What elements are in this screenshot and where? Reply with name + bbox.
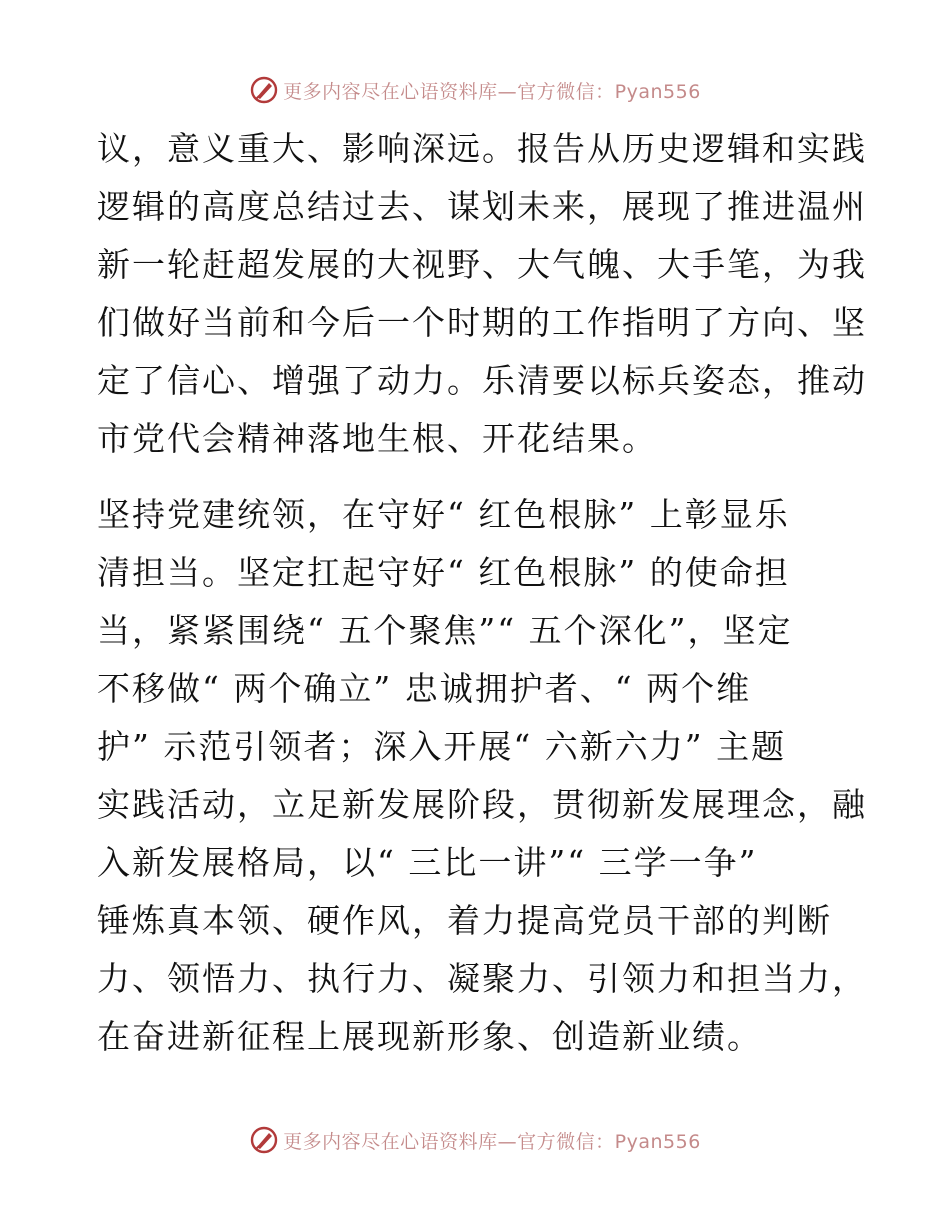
text-line: 新一轮赶超发展的大视野、大气魄、大手笔，为我 [97,245,867,284]
quill-circle-icon [249,75,279,105]
paragraph [97,486,867,1066]
text-line: 市党代会精神落地生根、开花结果。 [97,419,657,458]
text-line: 定了信心、增强了动力。乐清要以标兵姿态，推动 [97,361,867,400]
text-line: 在奋进新征程上展现新形象、创造新业绩。 [97,1017,762,1056]
text-line: 锤炼真本领、硬作风，着力提高党员干部的判断 [97,901,832,940]
footer-banner [0,1122,950,1158]
banner-text: 更多内容尽在心语资料库—官方微信：Pyan556 [283,1130,701,1153]
text-line: 逻辑的高度总结过去、谋划未来，展现了推进温州 [97,187,867,226]
text-line: 议，意义重大、影响深远。报告从历史逻辑和实践 [97,129,867,168]
text-line: 坚持党建统领，在守好“ 红色根脉” 上彰显乐 [97,495,790,534]
document-body [97,120,867,1066]
banner-text: 更多内容尽在心语资料库—官方微信：Pyan556 [283,80,701,103]
text-line: 不移做“ 两个确立” 忠诚拥护者、“ 两个维 [97,669,752,708]
paragraph [97,120,867,468]
quill-circle-icon [249,1125,279,1155]
text-line: 们做好当前和今后一个时期的工作指明了方向、坚 [97,303,867,342]
header-banner [0,72,950,108]
text-line: 当，紧紧围绕“ 五个聚焦”“ 五个深化”，坚定 [97,611,793,650]
text-line: 实践活动，立足新发展阶段，贯彻新发展理念，融 [97,785,867,824]
text-line: 护” 示范引领者；深入开展“ 六新六力” 主题 [97,727,787,766]
text-line: 清担当。坚定扛起守好“ 红色根脉” 的使命担 [97,553,790,592]
text-line: 入新发展格局，以“ 三比一讲”“ 三学一争” [97,843,758,882]
text-line: 力、领悟力、执行力、凝聚力、引领力和担当力， [97,959,867,998]
